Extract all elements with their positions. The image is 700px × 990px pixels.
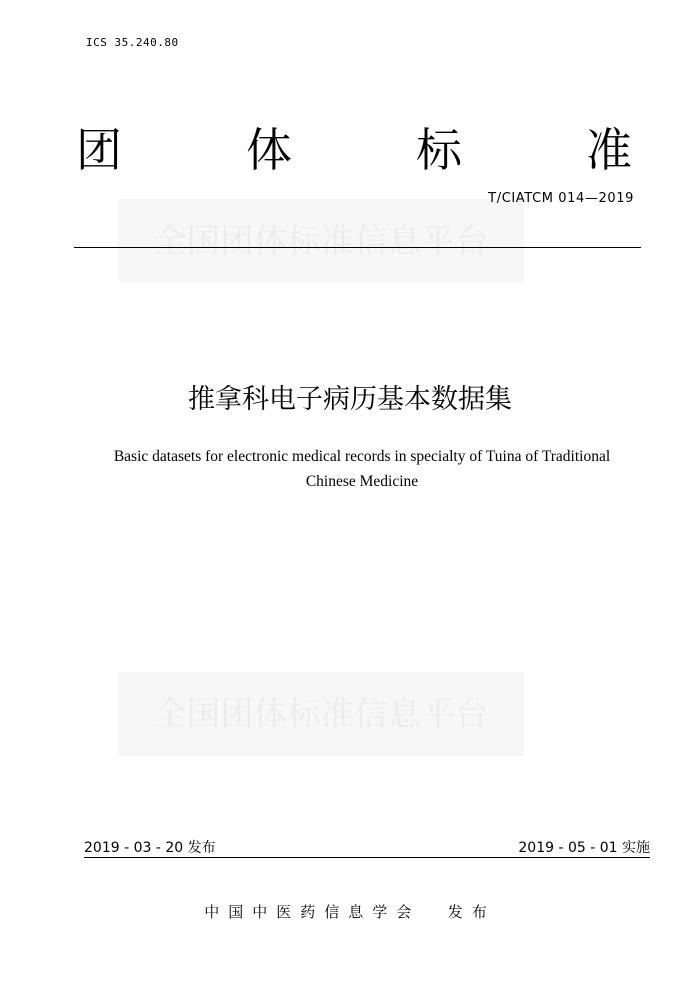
document-title-chinese: 推拿科电子病历基本数据集 — [188, 384, 512, 415]
header-divider — [74, 247, 641, 248]
standard-type-char: 标 — [416, 123, 462, 177]
standard-code: T/CIATCM 014—2019 — [488, 191, 634, 206]
footer-divider — [84, 857, 650, 858]
watermark-bottom: 全国团体标准信息平台 — [118, 672, 524, 756]
standard-type-title — [76, 118, 632, 182]
document-title-english: Basic datasets for electronic medical records in specialty of Tuina of Traditional Chinese Medicine — [113, 448, 611, 490]
publisher: 中国中医药信息学会 发布 — [204, 903, 496, 921]
standard-type-char: 团 — [76, 123, 122, 177]
standard-type-char: 体 — [246, 123, 292, 177]
issue-date: 2019 - 03 - 20 发布 — [84, 840, 216, 856]
ics-code: ICS 35.240.80 — [86, 36, 179, 49]
implementation-date: 2019 - 05 - 01 实施 — [518, 840, 650, 856]
watermark-top: 全国团体标准信息平台 — [118, 199, 524, 283]
standard-type-char: 准 — [586, 123, 632, 177]
